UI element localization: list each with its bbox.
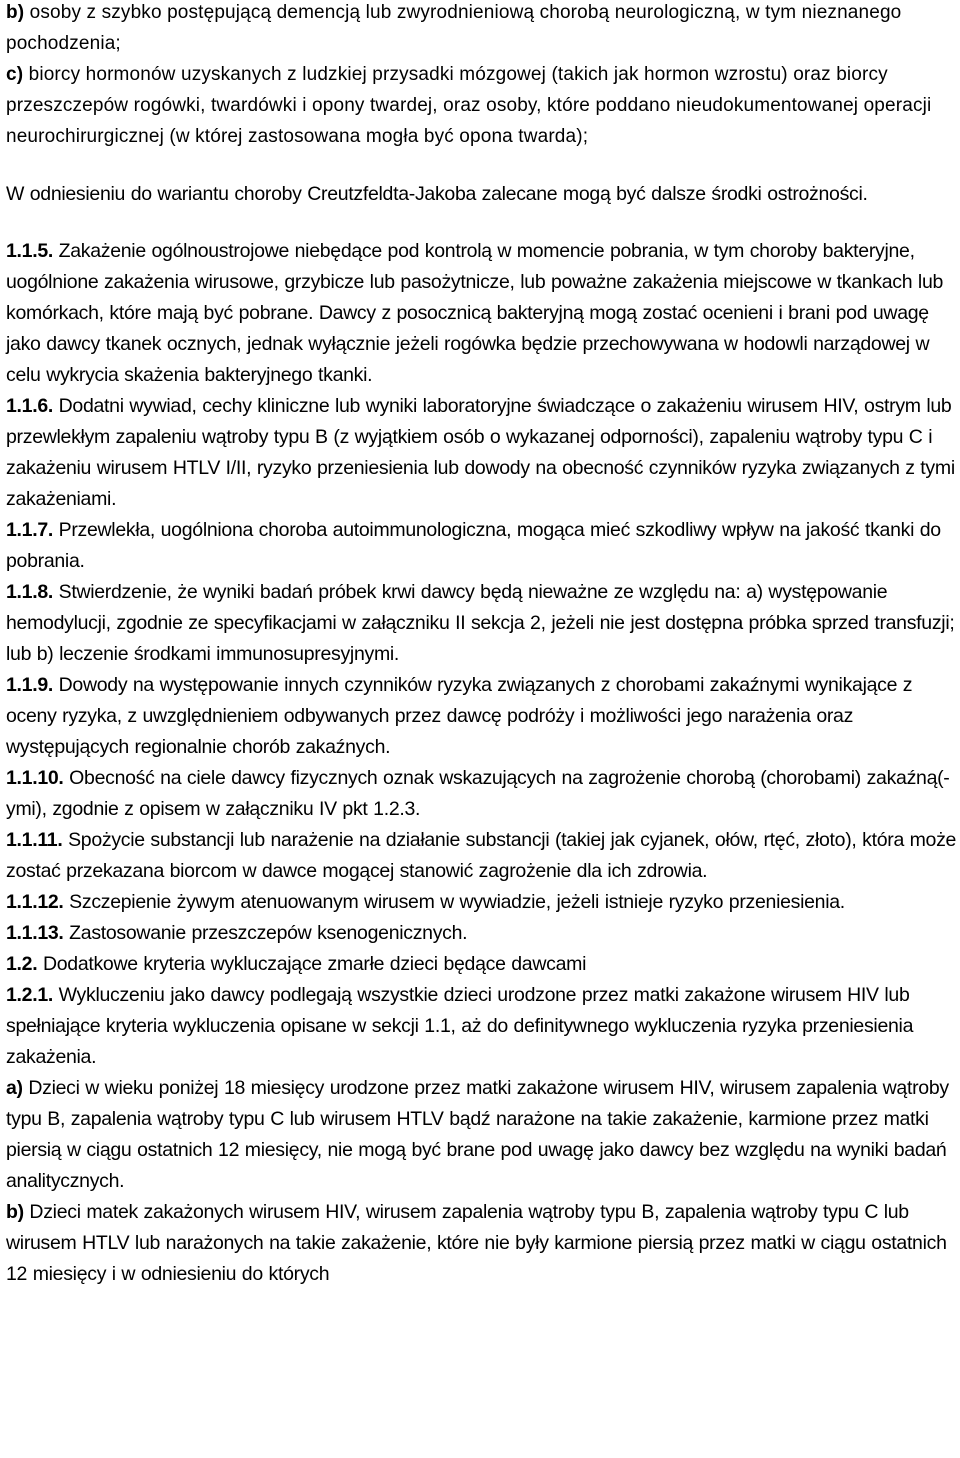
paragraph-label: a) xyxy=(6,1077,23,1099)
paragraph-1-2-1-a xyxy=(6,1073,958,1197)
paragraph-1-1-8 xyxy=(6,577,958,670)
paragraph-1-1-7 xyxy=(6,515,958,577)
paragraph-label: 1.1.7. xyxy=(6,519,53,541)
paragraph-label: 1.1.6. xyxy=(6,395,53,417)
paragraph-label: 1.2. xyxy=(6,953,38,975)
paragraph-text: Szczepienie żywym atenuowanym wirusem w wywiadzie, jeżeli istnieje ryzyko przeniesienia. xyxy=(63,891,845,913)
paragraph-label: 1.1.9. xyxy=(6,674,53,696)
paragraph-1-1-13 xyxy=(6,918,958,949)
paragraph-label: c) xyxy=(6,64,24,85)
paragraph-text: Dzieci matek zakażonych wirusem HIV, wirusem zapalenia wątroby typu B, zapalenia wątroby typu C lub wirusem HTLV lub narażonych na takie zakażenie, które nie były karmione piersią przez matki w ciągu ostatnich 12 miesięcy i w odniesieniu do których xyxy=(6,1201,947,1285)
document-page xyxy=(6,0,958,1290)
paragraph-text: Dodatkowe kryteria wykluczające zmarłe dzieci będące dawcami xyxy=(37,953,587,975)
paragraph-label: b) xyxy=(6,1201,24,1223)
paragraph-text: Zastosowanie przeszczepów ksenogenicznych. xyxy=(63,922,468,944)
paragraph-1-1-6 xyxy=(6,391,958,515)
paragraph-text: biorcy hormonów uzyskanych z ludzkiej przysadki mózgowej (takich jak hormon wzrostu) oraz biorcy przeszczepów rogówki, twardówki i opony twardej, oraz osoby, które poddano nieudokumentowanej operacji neurochirurgicznej (w której zastosowana mogła być opona twarda); xyxy=(6,64,932,147)
paragraph-text: W odniesieniu do wariantu choroby Creutzfeldta-Jakoba zalecane mogą być dalsze środki ostrożności. xyxy=(6,183,868,205)
paragraph-text: Stwierdzenie, że wyniki badań próbek krwi dawcy będą nieważne ze względu na: a) występowanie hemodylucji, zgodnie ze specyfikacjami w załączniku II sekcja 2, jeżeli nie jest dostępna próbka sprzed transfuzji; lub b) leczenie środkami immunosupresyjnymi. xyxy=(6,581,955,665)
paragraph-1-1-5 xyxy=(6,236,958,391)
paragraph-label: 1.2.1. xyxy=(6,984,53,1006)
paragraph-label: 1.1.12. xyxy=(6,891,64,913)
paragraph-text: Obecność na ciele dawcy fizycznych oznak wskazujących na zagrożenie chorobą (chorobami) zakaźną(-ymi), zgodnie z opisem w załączniku IV pkt 1.2.3. xyxy=(6,767,950,820)
paragraph-label: 1.1.10. xyxy=(6,767,64,789)
paragraph-text: Spożycie substancji lub narażenie na działanie substancji (takiej jak cyjanek, ołów, rtęć, złoto), która może zostać przekazana biorcom w dawce mogącej stanowić zagrożenie dla ich zdrowia. xyxy=(6,829,957,882)
paragraph-1-2-1-b xyxy=(6,1197,958,1290)
paragraph-label: 1.1.13. xyxy=(6,922,64,944)
paragraph-vcjd-note xyxy=(6,179,958,210)
paragraph-label: 1.1.11. xyxy=(6,829,63,851)
paragraph-text: Dzieci w wieku poniżej 18 miesięcy urodzone przez matki zakażone wirusem HIV, wirusem zapalenia wątroby typu B, zapalenia wątroby typu C lub wirusem HTLV bądź narażone na takie zakażenie, karmione przez matki piersią w ciągu ostatnich 12 miesięcy, nie mogą być brane pod uwagę jako dawcy bez względu na wyniki badań analitycznych. xyxy=(6,1077,949,1192)
paragraph-text: Przewlekła, uogólniona choroba autoimmunologiczna, mogąca mieć szkodliwy wpływ na jakość tkanki do pobrania. xyxy=(6,519,941,572)
paragraph-1-1-12 xyxy=(6,887,958,918)
paragraph-text: Dodatni wywiad, cechy kliniczne lub wyniki laboratoryjne świadczące o zakażeniu wirusem HIV, ostrym lub przewlekłym zapaleniu wątroby typu B (z wyjątkiem osób o wykazanej odporności), zapaleniu wątroby typu C i zakażeniu wirusem HTLV I/II, ryzyko przeniesienia lub dowody na obecność czynników ryzyka związanych z tymi zakażeniami. xyxy=(6,395,955,510)
paragraph-1-2-1 xyxy=(6,980,958,1073)
paragraph-c xyxy=(6,59,958,152)
paragraph-1-1-10 xyxy=(6,763,958,825)
paragraph-1-1-11 xyxy=(6,825,958,887)
section-heading-1-2 xyxy=(6,949,958,980)
paragraph-b xyxy=(6,0,958,59)
paragraph-label: 1.1.8. xyxy=(6,581,53,603)
paragraph-label: 1.1.5. xyxy=(6,240,53,262)
paragraph-text: osoby z szybko postępującą demencją lub zwyrodnieniową chorobą neurologiczną, w tym nieznanego pochodzenia; xyxy=(6,2,902,54)
paragraph-text: Zakażenie ogólnoustrojowe niebędące pod kontrolą w momencie pobrania, w tym choroby bakteryjne, uogólnione zakażenia wirusowe, grzybicze lub pasożytnicze, lub poważne zakażenia miejscowe w tkankach lub komórkach, które mają być pobrane. Dawcy z posocznicą bakteryjną mogą zostać ocenieni i brani pod uwagę jako dawcy tkanek ocznych, jednak wyłącznie jeżeli rogówka będzie przechowywana w hodowli narządowej w celu wykrycia skażenia bakteryjnego tkanki. xyxy=(6,240,944,386)
paragraph-text: Dowody na występowanie innych czynników ryzyka związanych z chorobami zakaźnymi wynikające z oceny ryzyka, z uwzględnieniem odbywanych przez dawcę podróży i możliwości jego narażenia oraz występujących regionalnie chorób zakaźnych. xyxy=(6,674,913,758)
paragraph-label: b) xyxy=(6,2,25,23)
paragraph-1-1-9 xyxy=(6,670,958,763)
paragraph-text: Wykluczeniu jako dawcy podlegają wszystkie dzieci urodzone przez matki zakażone wirusem HIV lub spełniające kryteria wykluczenia opisane w sekcji 1.1, aż do definitywnego wykluczenia ryzyka przeniesienia zakażenia. xyxy=(6,984,914,1068)
